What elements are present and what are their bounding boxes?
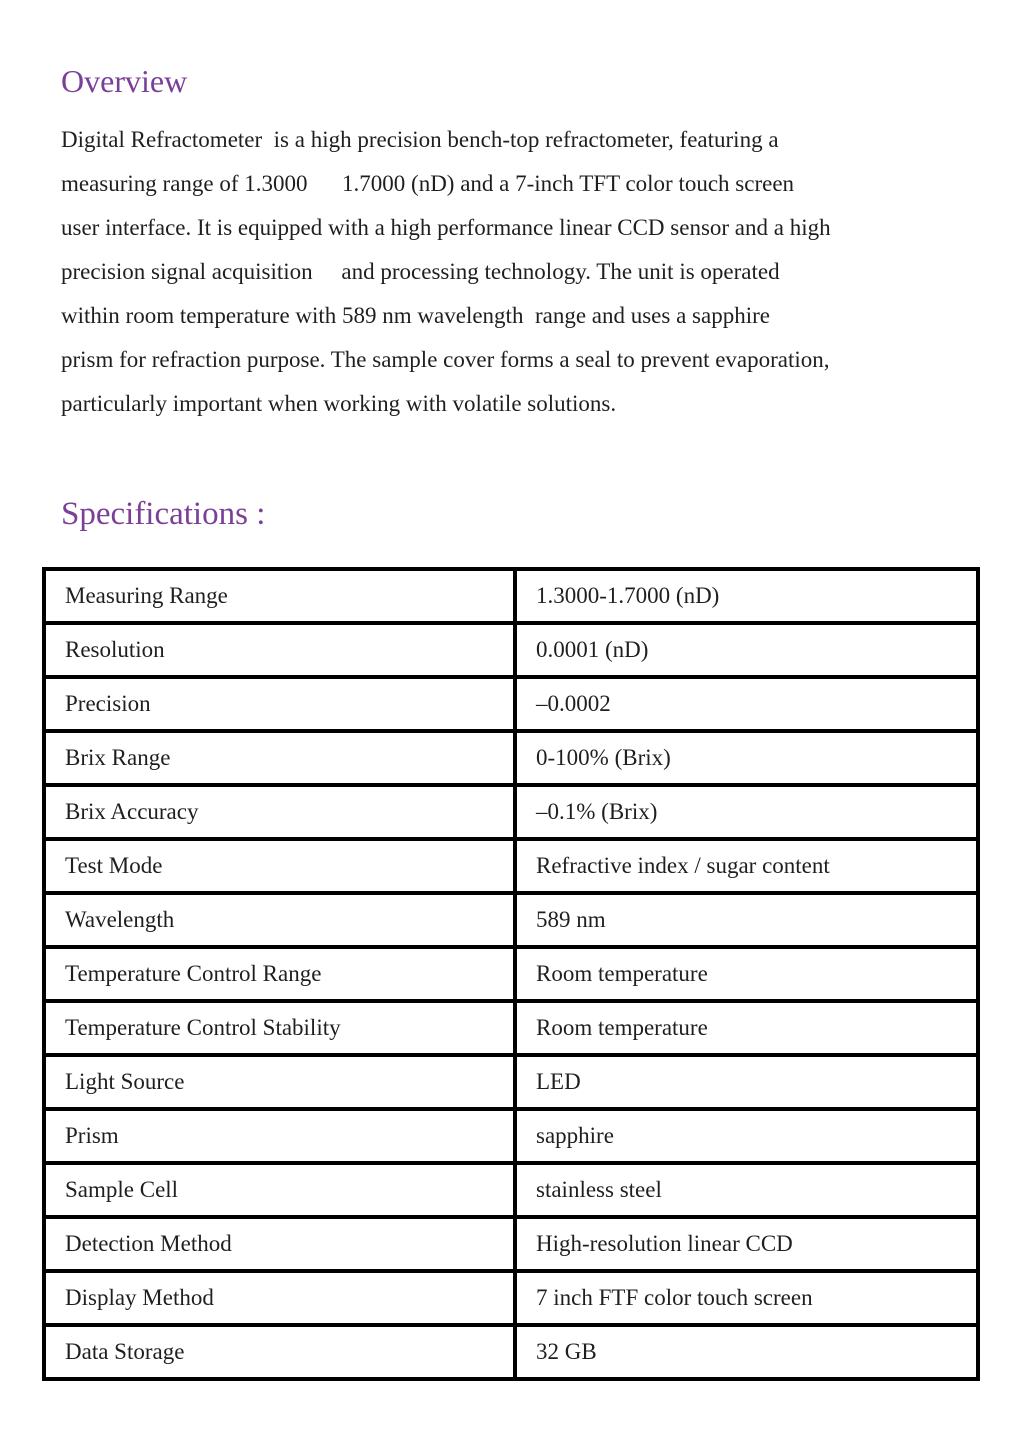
spec-label: Display Method: [44, 1271, 515, 1325]
table-row: [44, 677, 978, 731]
spec-value: 7 inch FTF color touch screen: [515, 1271, 978, 1325]
table-row: [44, 623, 978, 677]
spec-value: Room temperature: [515, 1001, 978, 1055]
specifications-table: [42, 567, 980, 1381]
spec-label: Wavelength: [44, 893, 515, 947]
spec-label: Temperature Control Stability: [44, 1001, 515, 1055]
overview-line: within room temperature with 589 nm wavelength range and uses a sapphire: [61, 303, 770, 328]
spec-label: Temperature Control Range: [44, 947, 515, 1001]
spec-value: Room temperature: [515, 947, 978, 1001]
overview-line: Digital Refractometer is a high precision bench-top refractometer, featuring a: [61, 127, 779, 152]
table-row: [44, 839, 978, 893]
table-row: [44, 731, 978, 785]
table-row: [44, 1271, 978, 1325]
table-row: [44, 1217, 978, 1271]
spec-value: –0.1% (Brix): [515, 785, 978, 839]
spec-value: –0.0002: [515, 677, 978, 731]
table-row: [44, 785, 978, 839]
spec-label: Sample Cell: [44, 1163, 515, 1217]
spec-value: stainless steel: [515, 1163, 978, 1217]
spec-label: Data Storage: [44, 1325, 515, 1379]
spec-label: Detection Method: [44, 1217, 515, 1271]
spec-value: sapphire: [515, 1109, 978, 1163]
spec-value: 0-100% (Brix): [515, 731, 978, 785]
overview-line: prism for refraction purpose. The sample cover forms a seal to prevent evaporation,: [61, 347, 830, 372]
spec-label: Prism: [44, 1109, 515, 1163]
table-row: [44, 1163, 978, 1217]
table-row: [44, 1109, 978, 1163]
overview-line: particularly important when working with volatile solutions.: [61, 391, 617, 416]
spec-label: Precision: [44, 677, 515, 731]
overview-line: precision signal acquisition and processing technology. The unit is operated: [61, 259, 780, 284]
spec-label: Brix Accuracy: [44, 785, 515, 839]
overview-heading: Overview: [61, 63, 188, 99]
specifications-heading: Specifications :: [61, 496, 266, 532]
table-row: [44, 893, 978, 947]
spec-value: 589 nm: [515, 893, 978, 947]
overview-line: user interface. It is equipped with a high performance linear CCD sensor and a high: [61, 215, 831, 240]
spec-value: 32 GB: [515, 1325, 978, 1379]
overview-line: measuring range of 1.3000 1.7000 (nD) and a 7-inch TFT color touch screen: [61, 171, 795, 196]
spec-value: Refractive index / sugar content: [515, 839, 978, 893]
spec-value: 1.3000-1.7000 (nD): [515, 569, 978, 623]
overview-paragraph: [61, 118, 961, 426]
table-row: [44, 947, 978, 1001]
spec-label: Brix Range: [44, 731, 515, 785]
table-row: [44, 1325, 978, 1379]
table-row: [44, 1055, 978, 1109]
table-row: [44, 1001, 978, 1055]
spec-label: Test Mode: [44, 839, 515, 893]
spec-label: Light Source: [44, 1055, 515, 1109]
spec-value: LED: [515, 1055, 978, 1109]
spec-label: Measuring Range: [44, 569, 515, 623]
spec-value: 0.0001 (nD): [515, 623, 978, 677]
table-row: [44, 569, 978, 623]
spec-value: High-resolution linear CCD: [515, 1217, 978, 1271]
spec-label: Resolution: [44, 623, 515, 677]
specifications-table-body: [44, 569, 978, 1379]
